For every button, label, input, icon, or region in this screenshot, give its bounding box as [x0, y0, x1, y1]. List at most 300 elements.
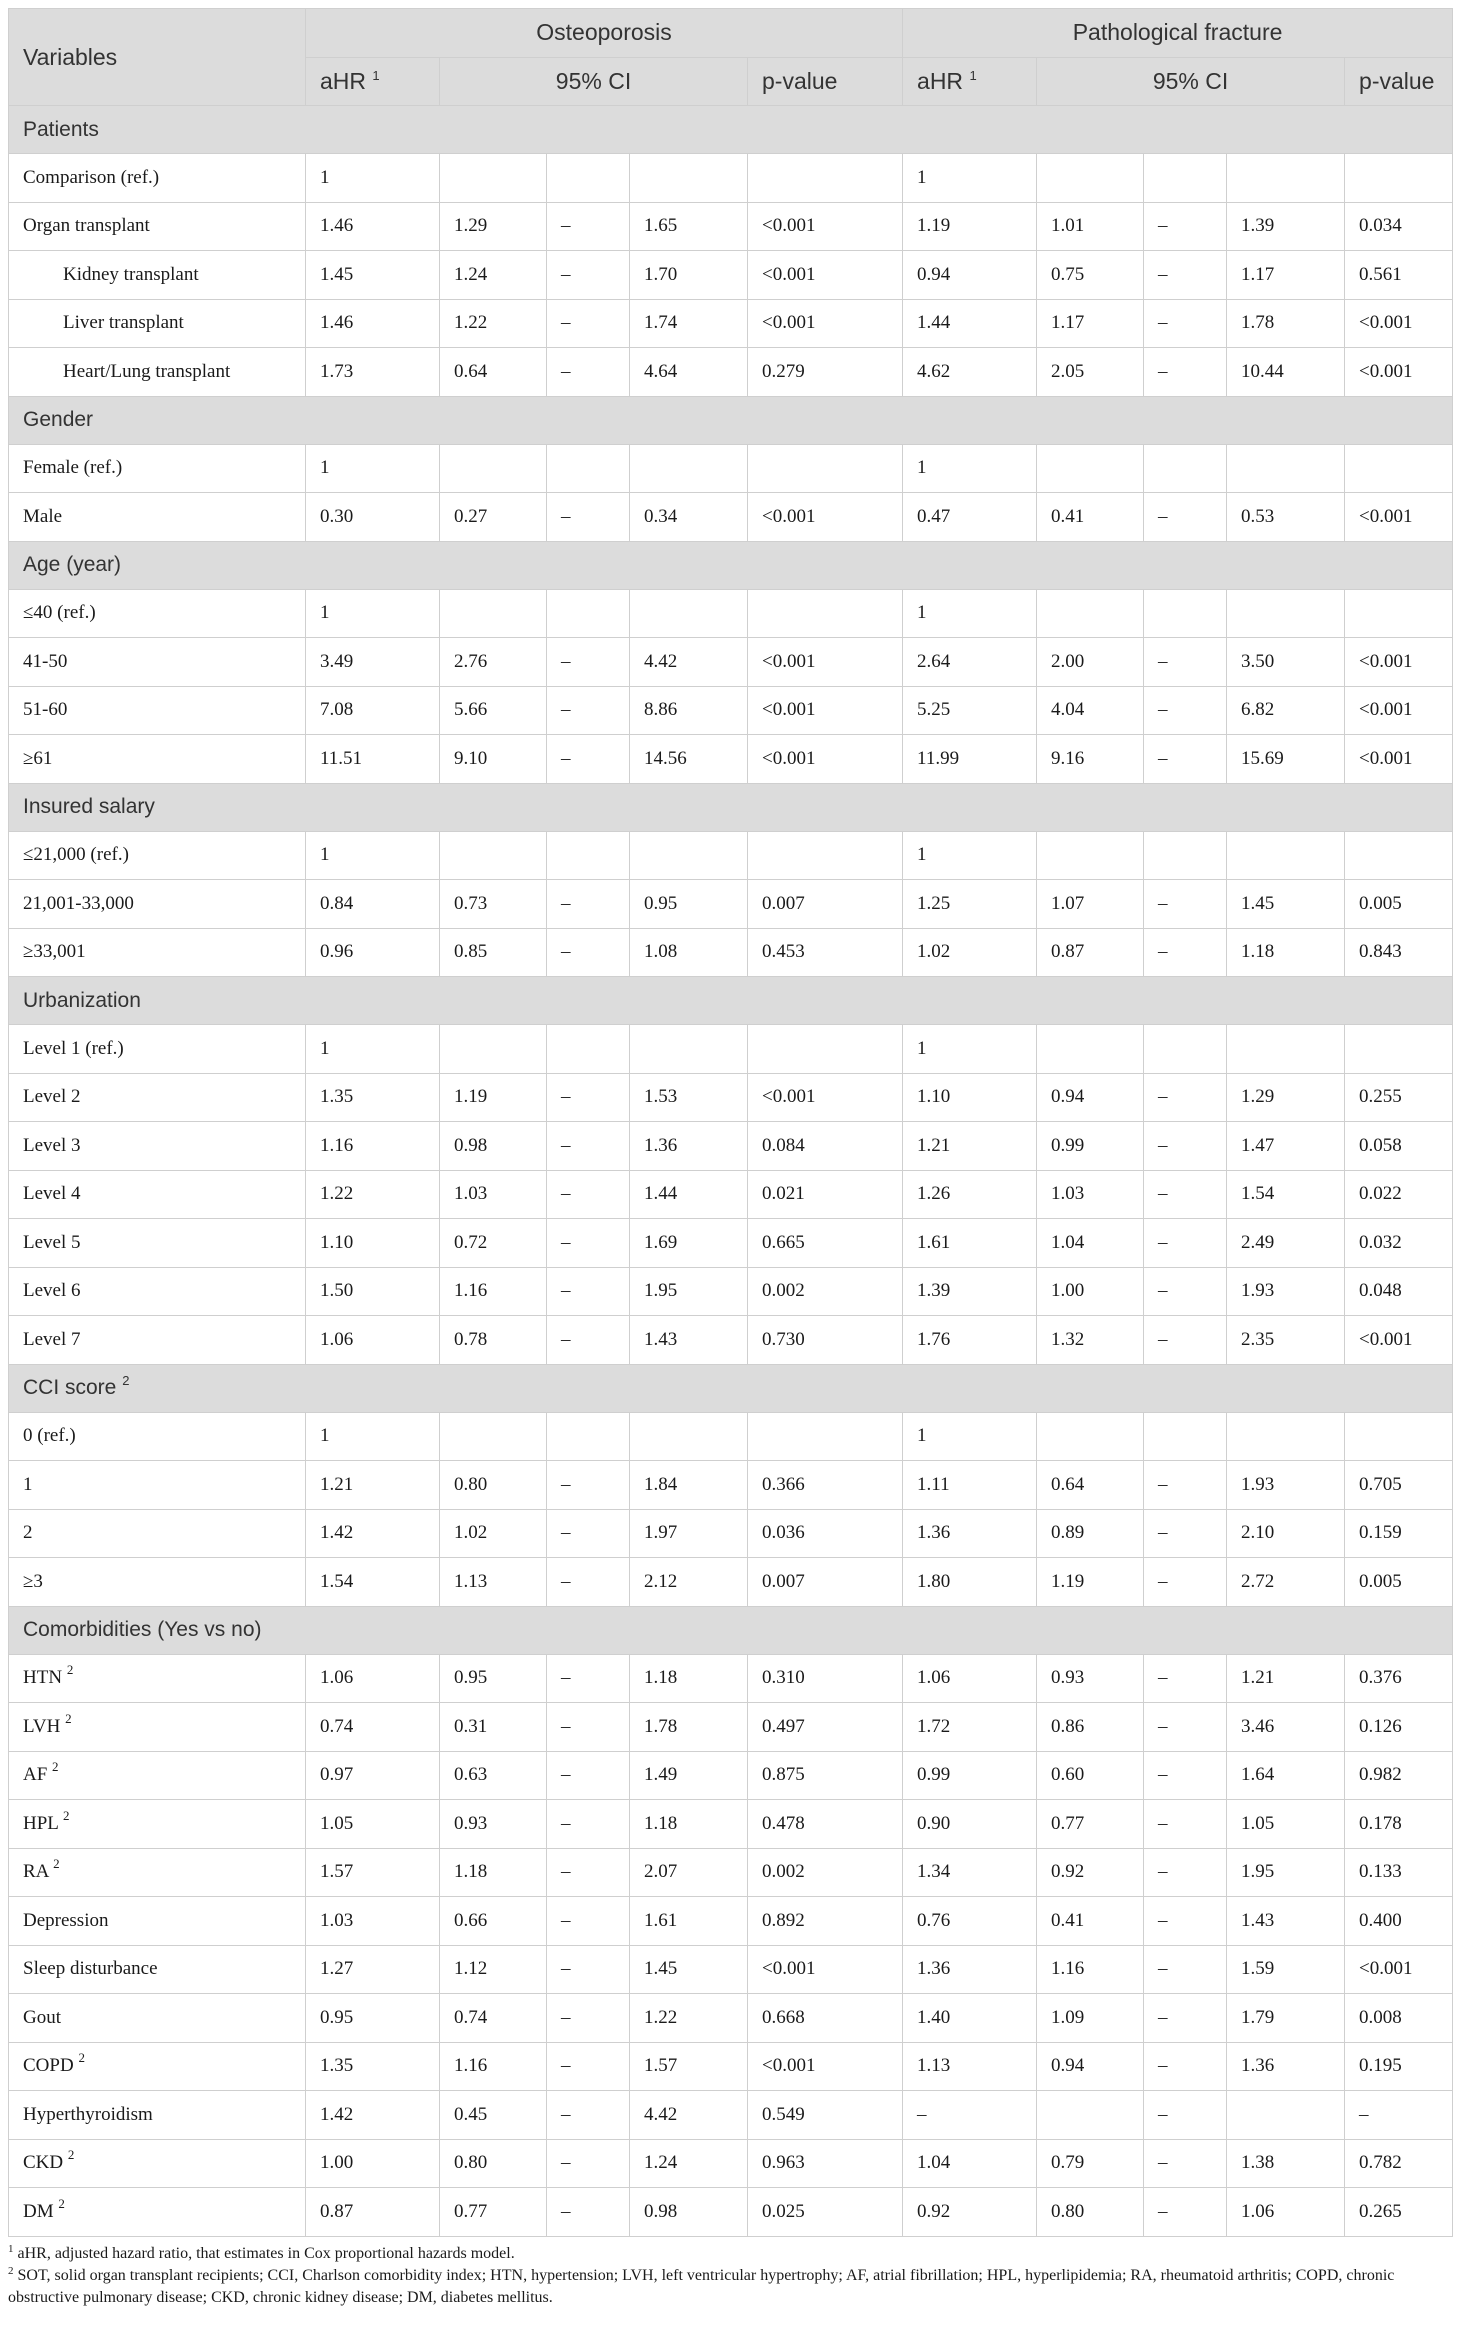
section-title-text: Insured salary — [23, 795, 155, 818]
osteoporosis-pvalue-cell: 0.007 — [748, 1558, 903, 1607]
osteoporosis-ci-upper-cell: 1.65 — [630, 202, 748, 251]
osteoporosis-ci-upper-cell: 1.57 — [630, 2042, 748, 2091]
footnote-text: SOT, solid organ transplant recipients; CCI, Charlson comorbidity index; HTN, hypertension; LVH, left ventricular hypertrophy; AF, atrial fibrillation; HPL, hyperlipidemia; RA, rheumatoid arthritis; COPD, chronic obstructive pulmonary disease; CKD, chronic kidney disease; DM, diabetes mellitus. — [8, 2266, 1395, 2306]
fracture-ci-upper-cell: 1.54 — [1227, 1170, 1345, 1219]
fracture-ci-lower-cell: 0.94 — [1037, 2042, 1144, 2091]
row-label — [9, 1509, 306, 1558]
fracture-ci-upper-cell: 1.59 — [1227, 1945, 1345, 1994]
fracture-ci-upper-cell: 3.46 — [1227, 1703, 1345, 1752]
row-label-text: 0 (ref.) — [23, 1425, 76, 1447]
fracture-ci-dash-cell: – — [1144, 1945, 1227, 1994]
fracture-pvalue-cell: 0.561 — [1345, 251, 1453, 300]
fracture-ci-dash-cell: – — [1144, 1509, 1227, 1558]
fracture-pvalue-cell: 0.034 — [1345, 202, 1453, 251]
osteoporosis-ci-lower-cell — [440, 1025, 547, 1074]
fracture-ci-upper-cell: 6.82 — [1227, 686, 1345, 735]
osteoporosis-ci-dash-cell: – — [547, 299, 630, 348]
section-title-text: CCI score — [23, 1376, 117, 1399]
osteoporosis-ci-lower-cell: 0.63 — [440, 1751, 547, 1800]
table-row — [9, 928, 1453, 977]
row-label — [9, 928, 306, 977]
footnote-mark: 2 — [62, 1807, 70, 1823]
table-row — [9, 1073, 1453, 1122]
row-label — [9, 1170, 306, 1219]
osteoporosis-ci-upper-cell: 1.61 — [630, 1897, 748, 1946]
fracture-pvalue-cell: 0.195 — [1345, 2042, 1453, 2091]
fracture-ci-upper-cell: 3.50 — [1227, 638, 1345, 687]
table-row — [9, 2188, 1453, 2237]
osteoporosis-pvalue-cell: 0.002 — [748, 1267, 903, 1316]
osteoporosis-ci-dash-cell: – — [547, 1897, 630, 1946]
row-label — [9, 1412, 306, 1461]
fracture-ci-upper-cell: 1.21 — [1227, 1654, 1345, 1703]
section-title-text: Age (year) — [23, 553, 122, 576]
fracture-ci-upper-cell — [1227, 1412, 1345, 1461]
fracture-ci-dash-cell: – — [1144, 1897, 1227, 1946]
osteoporosis-ahr-cell: 1.50 — [306, 1267, 440, 1316]
fracture-ci-dash-cell — [1144, 831, 1227, 880]
osteoporosis-ahr-cell: 0.96 — [306, 928, 440, 977]
fracture-ci-dash-cell: – — [1144, 493, 1227, 542]
table-row — [9, 1897, 1453, 1946]
footnote-mark: 2 — [122, 1373, 130, 1388]
osteoporosis-ahr-cell: 1.42 — [306, 2091, 440, 2140]
osteoporosis-ci-lower-cell: 0.73 — [440, 880, 547, 929]
table-header — [9, 9, 1453, 106]
osteoporosis-pvalue-cell: <0.001 — [748, 251, 903, 300]
fracture-ahr-cell: 0.90 — [903, 1800, 1037, 1849]
osteoporosis-ahr-cell: 0.95 — [306, 1994, 440, 2043]
fracture-ci-upper-cell: 1.79 — [1227, 1994, 1345, 2043]
osteoporosis-ci-dash-cell: – — [547, 1654, 630, 1703]
osteoporosis-ci-lower-cell: 1.29 — [440, 202, 547, 251]
fracture-ci-dash-cell: – — [1144, 686, 1227, 735]
osteoporosis-pvalue-cell: <0.001 — [748, 202, 903, 251]
fracture-ahr-cell: 1 — [903, 589, 1037, 638]
row-label — [9, 2188, 306, 2237]
fracture-ci-lower-cell: 1.19 — [1037, 1558, 1144, 1607]
osteoporosis-ci-dash-cell: – — [547, 2042, 630, 2091]
footnote-mark: 1 — [969, 67, 977, 83]
section-title — [9, 541, 1453, 589]
footnote-mark: 2 — [53, 1856, 60, 1872]
fracture-pvalue-cell — [1345, 589, 1453, 638]
row-label — [9, 1897, 306, 1946]
fracture-pvalue-cell: 0.126 — [1345, 1703, 1453, 1752]
osteoporosis-pvalue-cell: 0.453 — [748, 928, 903, 977]
osteoporosis-ci-lower-cell — [440, 1412, 547, 1461]
row-label-text: HTN — [23, 1667, 63, 1689]
osteoporosis-ahr-cell: 1.10 — [306, 1219, 440, 1268]
row-label-text: ≥33,001 — [23, 941, 86, 963]
table-row — [9, 154, 1453, 203]
osteoporosis-ci-upper-cell: 1.95 — [630, 1267, 748, 1316]
osteoporosis-ci-dash-cell: – — [547, 1316, 630, 1365]
fracture-ahr-cell: 1.80 — [903, 1558, 1037, 1607]
fracture-pvalue-cell: 0.265 — [1345, 2188, 1453, 2237]
table-row — [9, 1461, 1453, 1510]
fracture-ci-dash-cell: – — [1144, 2091, 1227, 2140]
row-label-text: Level 7 — [23, 1328, 81, 1350]
osteoporosis-pvalue-cell — [748, 444, 903, 493]
fracture-ci-upper-cell — [1227, 444, 1345, 493]
osteoporosis-ci-lower-cell: 0.31 — [440, 1703, 547, 1752]
header-ci: 95% CI — [1037, 57, 1345, 106]
row-label — [9, 251, 306, 300]
row-label-text: Level 5 — [23, 1231, 81, 1253]
osteoporosis-ci-upper-cell: 1.84 — [630, 1461, 748, 1510]
osteoporosis-ci-upper-cell: 2.12 — [630, 1558, 748, 1607]
fracture-ahr-cell: 0.47 — [903, 493, 1037, 542]
osteoporosis-ahr-cell: 1 — [306, 1025, 440, 1074]
osteoporosis-ci-dash-cell: – — [547, 735, 630, 784]
osteoporosis-ci-upper-cell: 1.97 — [630, 1509, 748, 1558]
fracture-ahr-cell: 1.11 — [903, 1461, 1037, 1510]
osteoporosis-ahr-cell: 1.35 — [306, 2042, 440, 2091]
fracture-ci-dash-cell — [1144, 1025, 1227, 1074]
osteoporosis-ci-dash-cell: – — [547, 1848, 630, 1897]
osteoporosis-pvalue-cell: <0.001 — [748, 1945, 903, 1994]
fracture-ci-dash-cell: – — [1144, 1703, 1227, 1752]
osteoporosis-pvalue-cell — [748, 154, 903, 203]
osteoporosis-ahr-cell: 0.87 — [306, 2188, 440, 2237]
osteoporosis-ci-dash-cell: – — [547, 686, 630, 735]
row-label — [9, 1219, 306, 1268]
osteoporosis-ci-dash-cell: – — [547, 1994, 630, 2043]
fracture-ci-lower-cell — [1037, 831, 1144, 880]
fracture-ci-lower-cell: 1.17 — [1037, 299, 1144, 348]
fracture-ci-dash-cell — [1144, 589, 1227, 638]
row-label-text: Hyperthyroidism — [23, 2103, 153, 2125]
row-label-text: Level 3 — [23, 1134, 81, 1156]
osteoporosis-ci-lower-cell: 1.24 — [440, 251, 547, 300]
osteoporosis-ci-upper-cell: 0.95 — [630, 880, 748, 929]
osteoporosis-ahr-cell: 11.51 — [306, 735, 440, 784]
fracture-ci-dash-cell: – — [1144, 1170, 1227, 1219]
row-label — [9, 1751, 306, 1800]
osteoporosis-ci-lower-cell: 1.19 — [440, 1073, 547, 1122]
osteoporosis-pvalue-cell — [748, 1025, 903, 1074]
fracture-ci-lower-cell: 0.89 — [1037, 1509, 1144, 1558]
fracture-ci-upper-cell: 1.18 — [1227, 928, 1345, 977]
fracture-ahr-cell: 1.19 — [903, 202, 1037, 251]
fracture-ci-dash-cell: – — [1144, 2188, 1227, 2237]
fracture-ahr-cell: 1.34 — [903, 1848, 1037, 1897]
section-title — [9, 396, 1453, 444]
table-row — [9, 1848, 1453, 1897]
section-title-text: Gender — [23, 408, 94, 431]
osteoporosis-ahr-cell: 0.74 — [306, 1703, 440, 1752]
osteoporosis-ci-upper-cell: 1.08 — [630, 928, 748, 977]
fracture-ahr-cell: 1 — [903, 831, 1037, 880]
row-label — [9, 1945, 306, 1994]
osteoporosis-ci-lower-cell: 1.18 — [440, 1848, 547, 1897]
fracture-ahr-cell: 1.06 — [903, 1654, 1037, 1703]
osteoporosis-ci-upper-cell: 1.45 — [630, 1945, 748, 1994]
osteoporosis-ahr-cell: 7.08 — [306, 686, 440, 735]
fracture-ahr-cell: 0.94 — [903, 251, 1037, 300]
row-label-text: Heart/Lung transplant — [63, 360, 231, 382]
table-row — [9, 1800, 1453, 1849]
fracture-ci-upper-cell — [1227, 154, 1345, 203]
fracture-ci-lower-cell: 1.04 — [1037, 1219, 1144, 1268]
fracture-ci-dash-cell: – — [1144, 1267, 1227, 1316]
header-ci: 95% CI — [440, 57, 748, 106]
table-row — [9, 1945, 1453, 1994]
fracture-ahr-cell: 1.13 — [903, 2042, 1037, 2091]
osteoporosis-ci-upper-cell: 1.18 — [630, 1654, 748, 1703]
row-label — [9, 2139, 306, 2188]
osteoporosis-ci-lower-cell: 0.77 — [440, 2188, 547, 2237]
fracture-ci-lower-cell: 0.86 — [1037, 1703, 1144, 1752]
section-row — [9, 977, 1453, 1025]
fracture-ci-upper-cell: 2.35 — [1227, 1316, 1345, 1365]
row-label-text: 21,001-33,000 — [23, 892, 134, 914]
fracture-ci-lower-cell: 0.41 — [1037, 493, 1144, 542]
osteoporosis-pvalue-cell: 0.668 — [748, 1994, 903, 2043]
fracture-ahr-cell: 1.44 — [903, 299, 1037, 348]
osteoporosis-ahr-cell: 1.35 — [306, 1073, 440, 1122]
osteoporosis-ci-lower-cell: 1.12 — [440, 1945, 547, 1994]
osteoporosis-ci-upper-cell: 1.78 — [630, 1703, 748, 1752]
osteoporosis-ci-upper-cell — [630, 444, 748, 493]
osteoporosis-ahr-cell: 1.42 — [306, 1509, 440, 1558]
row-label — [9, 1461, 306, 1510]
fracture-ahr-cell: 1 — [903, 154, 1037, 203]
osteoporosis-ci-dash-cell — [547, 444, 630, 493]
osteoporosis-ahr-cell: 1.16 — [306, 1122, 440, 1171]
row-label-text: 2 — [23, 1522, 33, 1544]
osteoporosis-ci-lower-cell: 0.74 — [440, 1994, 547, 2043]
fracture-ahr-cell: 1.10 — [903, 1073, 1037, 1122]
fracture-ahr-cell: 1.25 — [903, 880, 1037, 929]
section-title — [9, 1364, 1453, 1412]
osteoporosis-ci-lower-cell: 0.64 — [440, 348, 547, 397]
osteoporosis-ahr-cell: 1 — [306, 154, 440, 203]
osteoporosis-ci-dash-cell: – — [547, 2139, 630, 2188]
row-label-text: AF — [23, 1764, 48, 1786]
fracture-ci-upper-cell: 1.38 — [1227, 2139, 1345, 2188]
fracture-ci-lower-cell: 1.00 — [1037, 1267, 1144, 1316]
row-label-text: ≥3 — [23, 1570, 43, 1592]
row-label-text: Level 4 — [23, 1183, 81, 1205]
row-label-text: Level 1 (ref.) — [23, 1037, 124, 1059]
osteoporosis-ci-dash-cell: – — [547, 2188, 630, 2237]
osteoporosis-pvalue-cell: 0.549 — [748, 2091, 903, 2140]
footnote-mark: 2 — [67, 2147, 75, 2163]
fracture-ci-lower-cell: 1.07 — [1037, 880, 1144, 929]
header-group-fracture: Pathological fracture — [903, 9, 1453, 58]
fracture-ci-upper-cell: 2.49 — [1227, 1219, 1345, 1268]
row-label — [9, 1316, 306, 1365]
row-label-text: HPL — [23, 1812, 59, 1834]
osteoporosis-ci-upper-cell: 0.34 — [630, 493, 748, 542]
osteoporosis-ci-dash-cell: – — [547, 251, 630, 300]
fracture-ci-lower-cell: 0.87 — [1037, 928, 1144, 977]
osteoporosis-ahr-cell: 0.84 — [306, 880, 440, 929]
fracture-ci-upper-cell — [1227, 589, 1345, 638]
fracture-ahr-cell: 1.72 — [903, 1703, 1037, 1752]
fracture-ci-dash-cell: – — [1144, 1654, 1227, 1703]
row-label — [9, 735, 306, 784]
fracture-ahr-cell: 1.76 — [903, 1316, 1037, 1365]
fracture-ci-dash-cell: – — [1144, 735, 1227, 784]
fracture-ahr-cell: 1.36 — [903, 1509, 1037, 1558]
osteoporosis-pvalue-cell: 0.730 — [748, 1316, 903, 1365]
section-row — [9, 1364, 1453, 1412]
fracture-ci-lower-cell — [1037, 589, 1144, 638]
footnotes — [8, 2243, 1452, 2309]
osteoporosis-ci-lower-cell: 5.66 — [440, 686, 547, 735]
row-label — [9, 589, 306, 638]
osteoporosis-ci-lower-cell: 0.98 — [440, 1122, 547, 1171]
table-row — [9, 493, 1453, 542]
fracture-ci-lower-cell: 0.41 — [1037, 1897, 1144, 1946]
osteoporosis-ci-dash-cell: – — [547, 1122, 630, 1171]
osteoporosis-ci-lower-cell: 9.10 — [440, 735, 547, 784]
osteoporosis-ahr-cell: 1 — [306, 831, 440, 880]
row-label — [9, 444, 306, 493]
row-label — [9, 638, 306, 687]
osteoporosis-ahr-cell: 1.46 — [306, 299, 440, 348]
osteoporosis-pvalue-cell: <0.001 — [748, 299, 903, 348]
row-label — [9, 1267, 306, 1316]
osteoporosis-ci-upper-cell: 1.44 — [630, 1170, 748, 1219]
fracture-ahr-cell: 1.04 — [903, 2139, 1037, 2188]
osteoporosis-pvalue-cell: <0.001 — [748, 493, 903, 542]
fracture-ci-lower-cell: 0.64 — [1037, 1461, 1144, 1510]
fracture-ci-upper-cell: 1.93 — [1227, 1267, 1345, 1316]
osteoporosis-ci-upper-cell: 1.43 — [630, 1316, 748, 1365]
fracture-ci-lower-cell: 1.01 — [1037, 202, 1144, 251]
fracture-ahr-cell: 1.40 — [903, 1994, 1037, 2043]
fracture-ci-dash-cell: – — [1144, 1073, 1227, 1122]
osteoporosis-ci-upper-cell: 1.49 — [630, 1751, 748, 1800]
osteoporosis-ci-dash-cell — [547, 831, 630, 880]
section-title — [9, 106, 1453, 154]
osteoporosis-ci-upper-cell: 1.18 — [630, 1800, 748, 1849]
row-label-text: Kidney transplant — [63, 263, 199, 285]
fracture-pvalue-cell: 0.178 — [1345, 1800, 1453, 1849]
row-label — [9, 493, 306, 542]
fracture-ci-lower-cell: 0.77 — [1037, 1800, 1144, 1849]
fracture-pvalue-cell: 0.376 — [1345, 1654, 1453, 1703]
row-label — [9, 1073, 306, 1122]
fracture-pvalue-cell: 0.782 — [1345, 2139, 1453, 2188]
fracture-ahr-cell: 1.36 — [903, 1945, 1037, 1994]
fracture-ahr-cell: 1 — [903, 444, 1037, 493]
row-label — [9, 1558, 306, 1607]
table-row — [9, 880, 1453, 929]
fracture-ci-dash-cell: – — [1144, 1800, 1227, 1849]
osteoporosis-ci-upper-cell: 1.22 — [630, 1994, 748, 2043]
footnote-mark: 1 — [372, 67, 380, 83]
osteoporosis-pvalue-cell: 0.963 — [748, 2139, 903, 2188]
fracture-ahr-cell: – — [903, 2091, 1037, 2140]
row-label — [9, 1654, 306, 1703]
osteoporosis-ci-lower-cell: 2.76 — [440, 638, 547, 687]
fracture-ci-lower-cell: 1.03 — [1037, 1170, 1144, 1219]
osteoporosis-ahr-cell: 1.46 — [306, 202, 440, 251]
fracture-ci-dash-cell — [1144, 154, 1227, 203]
table-row — [9, 1654, 1453, 1703]
row-label — [9, 2042, 306, 2091]
fracture-ci-lower-cell: 4.04 — [1037, 686, 1144, 735]
osteoporosis-ci-lower-cell: 1.16 — [440, 2042, 547, 2091]
fracture-ci-lower-cell: 0.75 — [1037, 251, 1144, 300]
fracture-ahr-cell: 1.39 — [903, 1267, 1037, 1316]
table-row — [9, 2091, 1453, 2140]
osteoporosis-ahr-cell: 1.73 — [306, 348, 440, 397]
fracture-ci-upper-cell: 2.72 — [1227, 1558, 1345, 1607]
table-row — [9, 1122, 1453, 1171]
row-label-text: Female (ref.) — [23, 457, 123, 479]
fracture-pvalue-cell: <0.001 — [1345, 299, 1453, 348]
osteoporosis-ci-dash-cell: – — [547, 1170, 630, 1219]
footnote-mark: 2 — [78, 2050, 85, 2066]
row-label-text: Level 2 — [23, 1086, 81, 1108]
section-row — [9, 783, 1453, 831]
section-title-text: Urbanization — [23, 988, 141, 1012]
osteoporosis-ci-lower-cell: 0.66 — [440, 1897, 547, 1946]
fracture-pvalue-cell: 0.005 — [1345, 1558, 1453, 1607]
fracture-ci-lower-cell: 1.32 — [1037, 1316, 1144, 1365]
fracture-ci-upper-cell — [1227, 2091, 1345, 2140]
fracture-ci-dash-cell: – — [1144, 2042, 1227, 2091]
osteoporosis-ci-lower-cell — [440, 589, 547, 638]
section-title-text: Patients — [23, 117, 99, 141]
fracture-ci-upper-cell: 1.39 — [1227, 202, 1345, 251]
table-row — [9, 638, 1453, 687]
osteoporosis-ci-dash-cell: – — [547, 202, 630, 251]
osteoporosis-ahr-cell: 1.57 — [306, 1848, 440, 1897]
fracture-ahr-cell: 11.99 — [903, 735, 1037, 784]
osteoporosis-ci-lower-cell: 0.72 — [440, 1219, 547, 1268]
osteoporosis-ci-dash-cell: – — [547, 1751, 630, 1800]
table-row — [9, 202, 1453, 251]
osteoporosis-ahr-cell: 1.06 — [306, 1654, 440, 1703]
fracture-ahr-cell: 1.21 — [903, 1122, 1037, 1171]
fracture-ci-dash-cell: – — [1144, 1994, 1227, 2043]
osteoporosis-ci-upper-cell: 4.42 — [630, 2091, 748, 2140]
row-label-text: Male — [23, 505, 63, 527]
fracture-pvalue-cell: 0.982 — [1345, 1751, 1453, 1800]
fracture-ci-lower-cell — [1037, 2091, 1144, 2140]
section-title — [9, 1606, 1453, 1654]
osteoporosis-ci-dash-cell: – — [547, 1945, 630, 1994]
footnote-text: aHR, adjusted hazard ratio, that estimates in Cox proportional hazards model. — [17, 2244, 515, 2262]
fracture-ci-upper-cell: 1.36 — [1227, 2042, 1345, 2091]
row-label-text: ≤21,000 (ref.) — [23, 844, 129, 866]
fracture-pvalue-cell: – — [1345, 2091, 1453, 2140]
fracture-ci-upper-cell: 1.47 — [1227, 1122, 1345, 1171]
osteoporosis-ci-dash-cell — [547, 1412, 630, 1461]
table-row — [9, 1703, 1453, 1752]
osteoporosis-pvalue-cell: 0.366 — [748, 1461, 903, 1510]
row-label-text: Organ transplant — [23, 215, 150, 237]
header-ahr: aHR $^1$ — [903, 57, 1037, 106]
row-label-text: LVH — [23, 1715, 61, 1737]
fracture-ci-upper-cell — [1227, 1025, 1345, 1074]
fracture-pvalue-cell: 0.255 — [1345, 1073, 1453, 1122]
osteoporosis-ci-dash-cell — [547, 154, 630, 203]
fracture-pvalue-cell: <0.001 — [1345, 1316, 1453, 1365]
row-label-text: DM — [23, 2200, 54, 2222]
fracture-ci-lower-cell: 9.16 — [1037, 735, 1144, 784]
fracture-ahr-cell: 0.92 — [903, 2188, 1037, 2237]
fracture-ci-dash-cell: – — [1144, 1461, 1227, 1510]
row-label-text: Depression — [23, 1909, 109, 1931]
